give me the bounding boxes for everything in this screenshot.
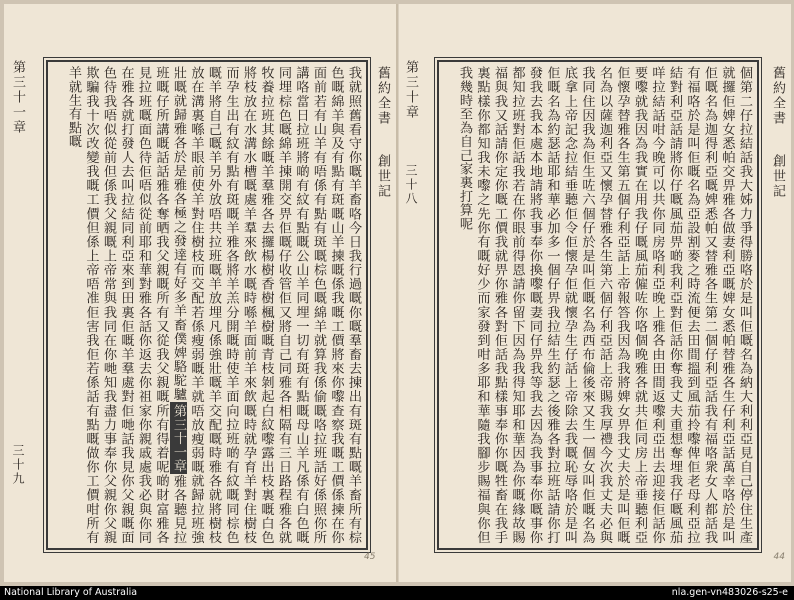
right-page	[398, 4, 791, 582]
pencil-folio-mark: 45	[364, 552, 376, 562]
library-footer-bar	[0, 586, 794, 600]
chapter-heading: 第三十一章	[10, 60, 25, 135]
catalog-reference: nla.gen-vn483026-s25-e	[671, 587, 788, 598]
body-text-part2: 雅各聽見拉班嘅仔所講嘅話話雅各奪晒我父親嘅所有又從我父親嘅所有得着呢啲財富雅各見拉班嘅面色待佢唔似從前耶和華對雅各話你返去你祖家你親戚處我必與你同在雅各就打發人去叫拉結同利亞來到田裏佢嘅羊羣處對佢哋話我見你父親嘅面色待我唔似從前但係我父親嘅上帝常與我同在你哋知我盡力事奉你父親你父親欺騙我十次改變我嘅工價但係上帝唔准佢害我佢若係話有點嘅做你工價咁所有羊就生有點嘅	[66, 66, 186, 544]
pencil-folio-mark: 44	[773, 552, 785, 562]
section-title: 創世記	[375, 154, 390, 199]
section-title: 創世記	[770, 154, 785, 199]
chapter-start-marker: 第三十一章	[171, 403, 186, 473]
body-text-part1: 我就照舊看守你嘅羊畜咯今日我行過嘅你嘅羣畜去揀出有斑有點嘅羊畜所有棕色嘅綿羊與及有點有斑嘅山羊揀嘅係我嘅工價將來你嚟查察我嘅工價係揀在你面前若有山羊有唔係有點有斑嘅棕色嘅綿羊就算我係偷嘅咯拉班話好係照你所講咯當日拉班將啲有紋有點嘅公山羊同埋一切有斑有點嘅母山羊凡係有白色嘅同埋棕色嘅綿羊揀開交畀佢嘅仔收管佢又將自己同雅各相隔有三日路程雅各就牧養拉班其餘嘅羊羣雅各去攞楊樹香樹楓樹嘅青枝剝起白紋嚟露出枝裏嘅白色將枝放在水溝水槽嘅處羊羣來飲水嘅時喺羊面前羊來飲嘅時就孕育羊對住樹枝而孕生出有紋有點有斑嘅羊雅各將羊羔分開嘅時使羊面向拉班啲有紋嘅同棕色嘅羊將自己嘅羊另外放唔共拉班嘅羊放埋凡係強壯嘅羊交配嘅時雅各就將樹枝放在溝裏喺羊眼前使羊對住樹枝而交配若係瘦弱嘅羊就唔放瘦弱嘅就歸拉班強壯嘅就歸雅各於是雅各極之發達有好多羊畜僕婢駱駝驢	[171, 66, 361, 544]
text-frame	[46, 60, 368, 550]
page-number: 三十九	[11, 444, 25, 486]
body-text: 個第二仔拉結話我大姊力爭得勝咯於是叫佢嘅名為納大利利亞見自己停住生產就攞佢婢女悉帕交畀雅各做妻利亞嘅婢女悉帕替雅各生仔利亞話萬幸咯於是叫佢嘅名為迦得利亞嘅婢悉帕又替雅各生第二個仔利亞話我有福咯衆女人都話我有福咯於是叫佢嘅名為亞設割麥之時流便去田間搵到風茄拎嚟俾佢老母利亞拉結對利亞話請將你仔嘅風茄畀啲我利亞對佢話你奪我丈夫重想奪埋我仔嘅風茄咩拉結話咁今晚可以共你同房咯利亞晚上雅各由田間返嚟利亞出去迎接佢話你要嚟就我因為我實在用我仔嘅風茄僱咗你咯個晚雅各就共佢同房上帝垂聽利亞佢懷孕替雅各生第五個仔利亞話上帝報答我因為我將婢女畀我丈夫於是叫佢嘅名為以薩迦利亞又懷孕替雅各生第六個仔利亞話上帝賜我厚禮今次我丈夫必與我同住因我為佢生咗六個仔於是叫佢嘅名為西布倫後來又生一個女叫佢嘅名為底拿上帝記念拉結垂聽佢令佢懷孕佢就懷孕生仔話上帝除去我嘅恥辱咯於是叫佢嘅名為約瑟話耶和華必加多一個仔畀我拉結生約瑟之後雅各對拉班話請你打發我去我本處本地請將我事奉你換嚟嘅妻同仔畀我等我去因為我事奉你嘅事你都知拉班對佢話我若在你眼前得恩請你留下因為我得知耶和華因為你嘅緣故賜福與我又話請你定你嘅工價我就畀你雅各對佢話我點樣事奉你你嘅牲畜在我手裏點樣你都知我未嚟之先你有嘅好少而家發到咁多耶和華隨我腳步賜福與你但我幾時至為自己家裏打算呢	[457, 66, 752, 544]
book-title: 舊約全書	[770, 66, 785, 126]
library-name: National Library of Australia	[4, 587, 138, 598]
chapter-heading: 第三十章	[403, 60, 418, 120]
body-text	[52, 66, 362, 544]
text-frame	[437, 60, 759, 550]
page-number: 三十八	[404, 164, 418, 206]
left-page	[4, 4, 397, 582]
book-title: 舊約全書	[375, 66, 390, 126]
